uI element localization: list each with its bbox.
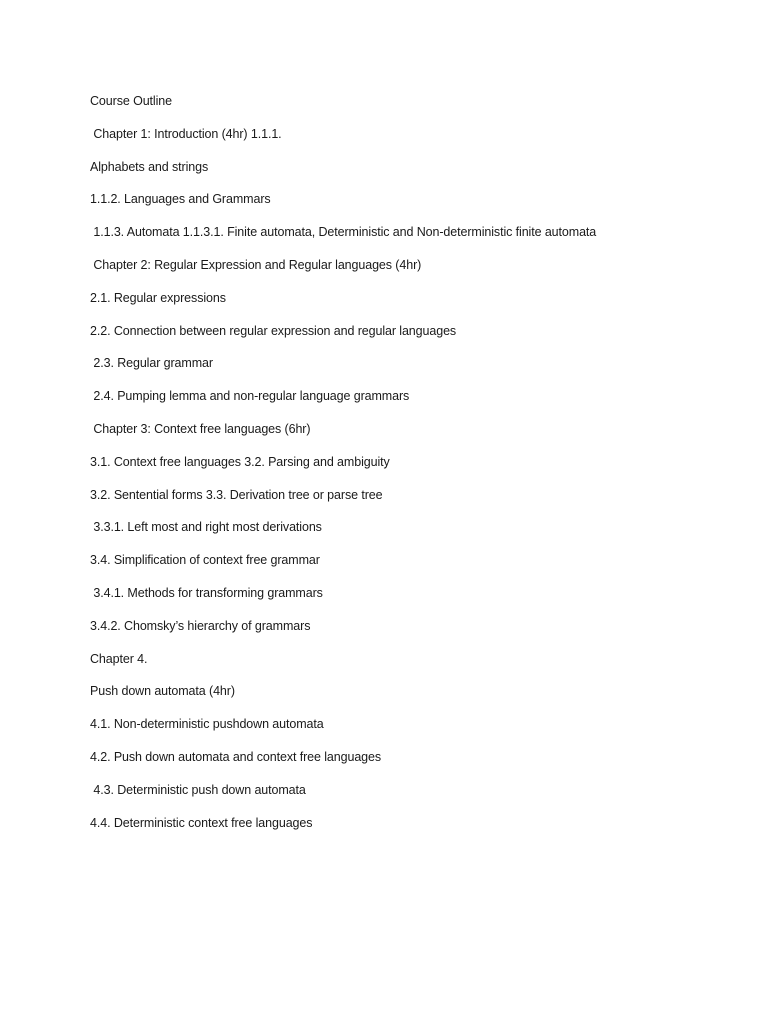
outline-line: 3.2. Sentential forms 3.3. Derivation tree or parse tree	[90, 487, 383, 502]
outline-line: 3.4.1. Methods for transforming grammars	[90, 585, 323, 600]
document-title: Course Outline	[90, 94, 172, 108]
chapter-2-heading: Chapter 2: Regular Expression and Regular languages (4hr)	[90, 257, 422, 272]
chapter-1-heading: Chapter 1: Introduction (4hr) 1.1.1.	[90, 126, 282, 141]
outline-line: 3.1. Context free languages 3.2. Parsing and ambiguity	[90, 454, 390, 469]
outline-line: 4.1. Non-deterministic pushdown automata	[90, 717, 324, 732]
outline-line: 4.3. Deterministic push down automata	[90, 782, 306, 797]
course-outline-text	[90, 93, 730, 847]
outline-line: 2.3. Regular grammar	[90, 356, 213, 371]
outline-line: 2.2. Connection between regular expression and regular languages	[90, 323, 457, 338]
outline-line: 4.4. Deterministic context free languages	[90, 815, 313, 830]
outline-line: 1.1.2. Languages and Grammars	[90, 192, 271, 207]
outline-line: Alphabets and strings	[90, 159, 209, 174]
outline-line: 2.4. Pumping lemma and non-regular language grammars	[90, 389, 410, 404]
outline-line: 3.4. Simplification of context free grammar	[90, 553, 320, 568]
outline-line: 3.4.2. Chomsky’s hierarchy of grammars	[90, 618, 311, 633]
outline-line: Push down automata (4hr)	[90, 684, 235, 699]
outline-line: 1.1.3. Automata 1.1.3.1. Finite automata, Deterministic and Non-deterministic finite automata	[90, 225, 597, 240]
chapter-3-heading: Chapter 3: Context free languages (6hr)	[90, 421, 311, 436]
chapter-4-heading: Chapter 4.	[90, 651, 148, 666]
outline-line: 4.2. Push down automata and context free languages	[90, 749, 382, 764]
outline-line: 3.3.1. Left most and right most derivations	[90, 520, 322, 535]
outline-line: 2.1. Regular expressions	[90, 290, 226, 305]
